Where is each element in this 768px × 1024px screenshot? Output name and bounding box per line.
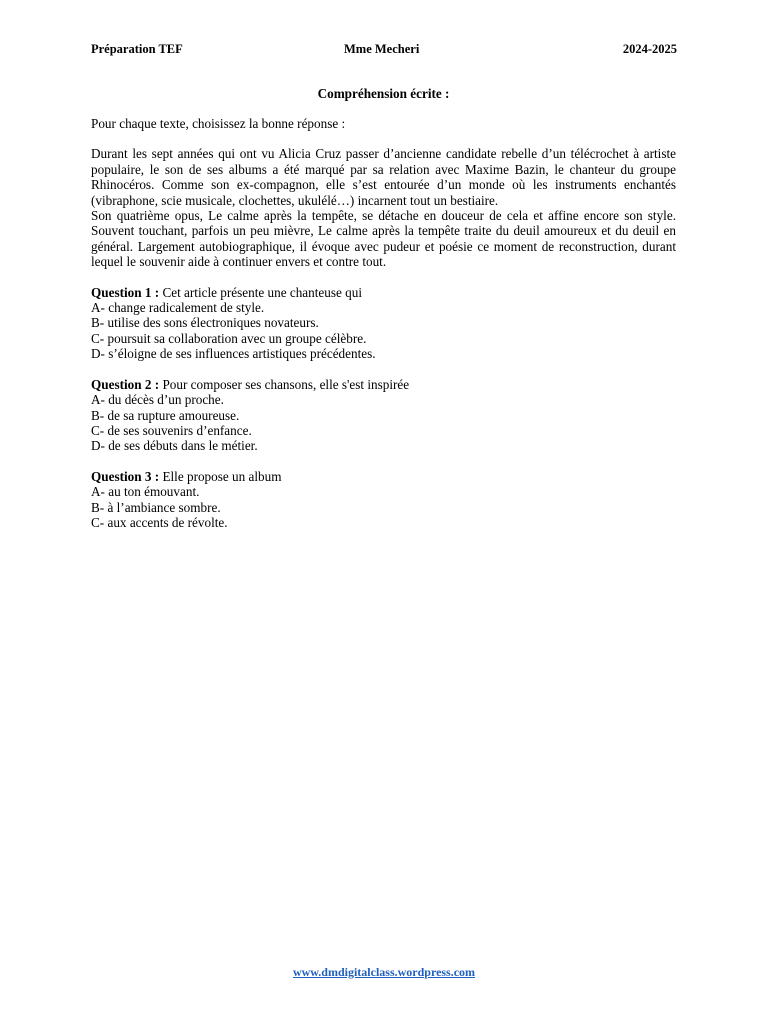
header-course: Préparation TEF xyxy=(91,42,183,56)
answer-option: C- aux accents de révolte. xyxy=(91,514,228,530)
page-content xyxy=(91,85,676,530)
question-3 xyxy=(91,469,676,531)
header-year: 2024-2025 xyxy=(622,42,677,56)
answer-option: C- de ses souvenirs d’enfance. xyxy=(91,422,252,438)
answer-option: D- de ses débuts dans le métier. xyxy=(91,438,258,454)
answer-options xyxy=(91,300,676,362)
question-label: Question 3 : xyxy=(91,468,160,484)
answer-option: B- utilise des sons électroniques novateurs. xyxy=(91,315,319,331)
question-2 xyxy=(91,377,676,454)
question-label: Question 2 : xyxy=(91,376,160,392)
answer-options xyxy=(91,484,676,530)
answer-option: A- du décès d’un proche. xyxy=(91,392,224,408)
question-text: Pour composer ses chansons, elle s'est inspirée xyxy=(159,376,410,392)
page-footer xyxy=(0,965,768,980)
question-stem xyxy=(91,377,676,392)
reading-passage xyxy=(91,146,676,269)
answer-option: B- à l’ambiance sombre. xyxy=(91,499,221,515)
passage-paragraph: Son quatrième opus, Le calme après la tempête, se détache en douceur de cela et affine encore son style. Souvent touchant, parfois un peu mièvre, Le calme après la tempête traite du deuil amoureux et du deuil en général. Largement autobiographique, il évoque avec pudeur et poésie ce moment de reconstruction, durant lequel le souvenir aide à continuer envers et contre tout. xyxy=(91,208,676,270)
section-title: Compréhension écrite : xyxy=(317,86,450,101)
question-text: Elle propose un album xyxy=(159,468,282,484)
question-stem xyxy=(91,469,676,484)
instruction-text: Pour chaque texte, choisissez la bonne réponse : xyxy=(91,116,346,131)
question-label: Question 1 : xyxy=(91,284,160,300)
page-header xyxy=(91,42,677,60)
answer-option: C- poursuit sa collaboration avec un groupe célèbre. xyxy=(91,330,367,346)
answer-option: A- change radicalement de style. xyxy=(91,300,265,316)
answer-options xyxy=(91,392,676,454)
question-1 xyxy=(91,285,676,362)
answer-option: B- de sa rupture amoureuse. xyxy=(91,407,240,423)
passage-paragraph: Durant les sept années qui ont vu Alicia Cruz passer d’ancienne candidate rebelle d’un télécrochet à artiste populaire, le son de ses albums a été marqué par sa relation avec Maxime Bazin, le chanteur du groupe Rhinocéros. Comme son ex-compagnon, elle s’est entourée d’un monde où les instruments enchantés (vibraphone, scie musicale, clochettes, ukulélé…) incarnent tout un bestiaire. xyxy=(91,146,676,208)
footer-website-link[interactable]: www.dmdigitalclass.wordpress.com xyxy=(292,965,476,979)
answer-option: D- s’éloigne de ses influences artistiques précédentes. xyxy=(91,346,376,362)
question-text: Cet article présente une chanteuse qui xyxy=(159,284,362,300)
question-stem xyxy=(91,285,676,300)
header-teacher: Mme Mecheri xyxy=(344,42,420,56)
answer-option: A- au ton émouvant. xyxy=(91,484,200,500)
